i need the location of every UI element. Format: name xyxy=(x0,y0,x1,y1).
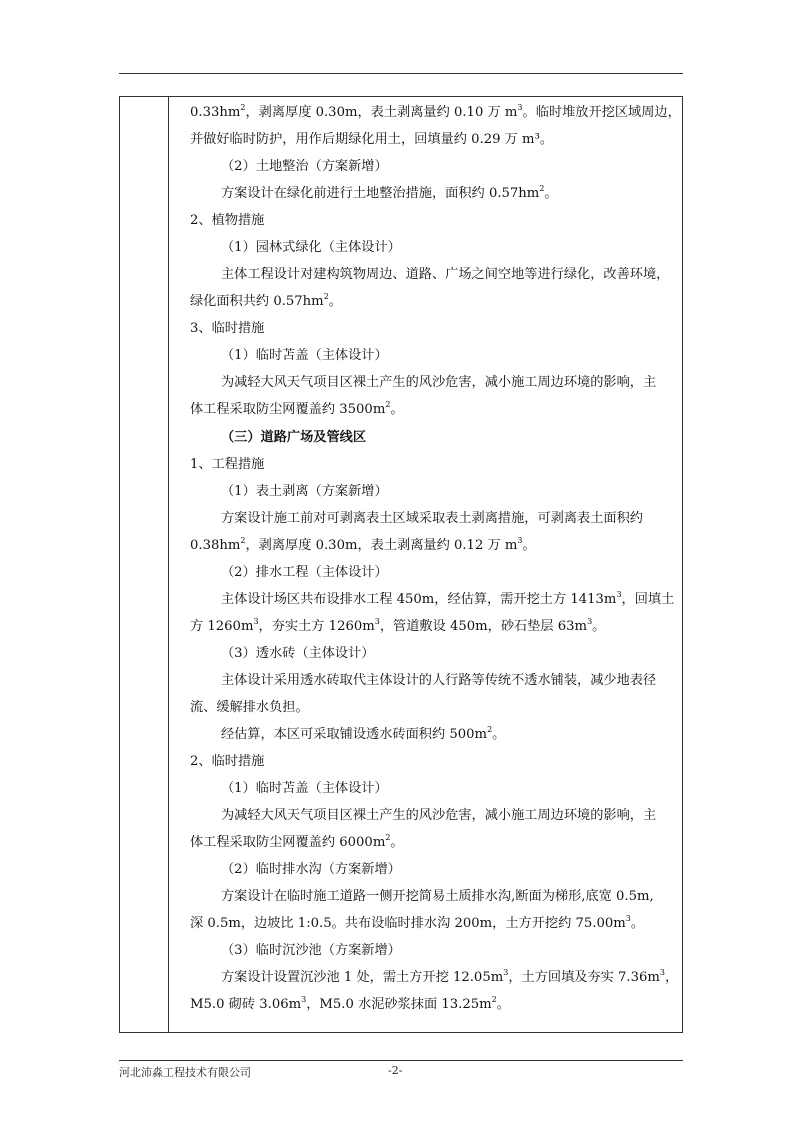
paragraph-line: 为减轻大风天气项目区裸土产生的风沙危害，减小施工周边环境的影响，主 xyxy=(221,375,657,390)
area-heading: （三）道路广场及管线区 xyxy=(221,430,367,445)
section-heading: 2、植物措施 xyxy=(190,213,265,228)
paragraph-line: $0.33hm^2$，剥离厚度 0.30m，表土剥离量约 0.10 万 $m^3$。临时堆放开挖区域周边， xyxy=(190,103,681,120)
footer-company: 河北沛淼工程技术有限公司 xyxy=(119,1066,251,1079)
paragraph-line: 主体设计采用透水砖取代主体设计的人行路等传统不透水铺装，减少地表径 xyxy=(221,673,657,688)
paragraph-line: 方案设计在临时施工道路一侧开挖简易土质排水沟,断面为梯形,底宽 0.5m, xyxy=(221,889,654,904)
paragraph-line: 方案设计在绿化前进行土地整治措施，面积约 $0.57hm^2$。 xyxy=(221,184,558,201)
section-heading: 2、临时措施 xyxy=(190,754,265,769)
paragraph-line: 经估算，本区可采取铺设透水砖面积约 $500m^2$。 xyxy=(221,725,506,742)
section-heading: 3、临时措施 xyxy=(190,321,265,336)
paragraph-line: 主体设计场区共布设排水工程 450m，经估算，需开挖土方 $1413m^3$，回填土 xyxy=(221,590,675,607)
subsection-heading: （1）临时苫盖（主体设计） xyxy=(221,781,388,796)
subsection-heading: （1）临时苫盖（主体设计） xyxy=(221,348,388,363)
paragraph-line: 为减轻大风天气项目区裸土产生的风沙危害，减小施工周边环境的影响，主 xyxy=(221,808,657,823)
footer-rule xyxy=(119,1060,683,1061)
paragraph-line: 体工程采取防尘网覆盖约 $6000m^2$。 xyxy=(190,833,404,850)
subsection-heading: （2）临时排水沟（方案新增） xyxy=(221,862,401,877)
subsection-heading: （1）园林式绿化（主体设计） xyxy=(221,240,401,255)
subsection-heading: （2）排水工程（主体设计） xyxy=(221,565,388,580)
paragraph-line: 流、缓解排水负担。 xyxy=(190,700,309,715)
paragraph-line: 并做好临时防护，用作后期绿化用土，回填量约 0.29 万 m³。 xyxy=(190,132,554,147)
document-table xyxy=(119,96,683,1033)
subsection-heading: （3）临时沉沙池（方案新增） xyxy=(221,943,401,958)
paragraph-line: 绿化面积共约 $0.57hm^2$。 xyxy=(190,292,342,309)
paragraph-line: 方案设计设置沉沙池 1 处，需土方开挖 $12.05m^3$，土方回填及夯实 $7.36m^3$， xyxy=(221,968,679,985)
column-divider xyxy=(168,97,169,1032)
paragraph-line: $0.38hm^2$，剥离厚度 0.30m，表土剥离量约 0.12 万 $m^3$。 xyxy=(190,536,536,553)
page-number: -2- xyxy=(388,1064,403,1077)
subsection-heading: （2）土地整治（方案新增） xyxy=(221,159,388,174)
paragraph-line: M5.0 砌砖 $3.06m^3$，M5.0 水泥砂浆抹面 $13.25m^2$。 xyxy=(190,995,510,1012)
paragraph-line: 方 $1260m^3$，夯实土方 $1260m^3$，管道敷设 450m，砂石垫层 $63m^3$。 xyxy=(190,617,606,634)
subsection-heading: （1）表土剥离（方案新增） xyxy=(221,484,388,499)
paragraph-line: 主体工程设计对建构筑物周边、道路、广场之间空地等进行绿化，改善环境， xyxy=(221,267,670,282)
section-heading: 1、工程措施 xyxy=(190,457,265,472)
subsection-heading: （3）透水砖（主体设计） xyxy=(221,646,375,661)
paragraph-line: 方案设计施工前对可剥离表土区域采取表土剥离措施，可剥离表土面积约 xyxy=(221,511,643,526)
header-rule xyxy=(119,73,683,74)
paragraph-line: 深 0.5m，边坡比 1:0.5。共布设临时排水沟 200m，土方开挖约 $75.00m^3$。 xyxy=(190,914,645,931)
paragraph-line: 体工程采取防尘网覆盖约 $3500m^2$。 xyxy=(190,400,404,417)
